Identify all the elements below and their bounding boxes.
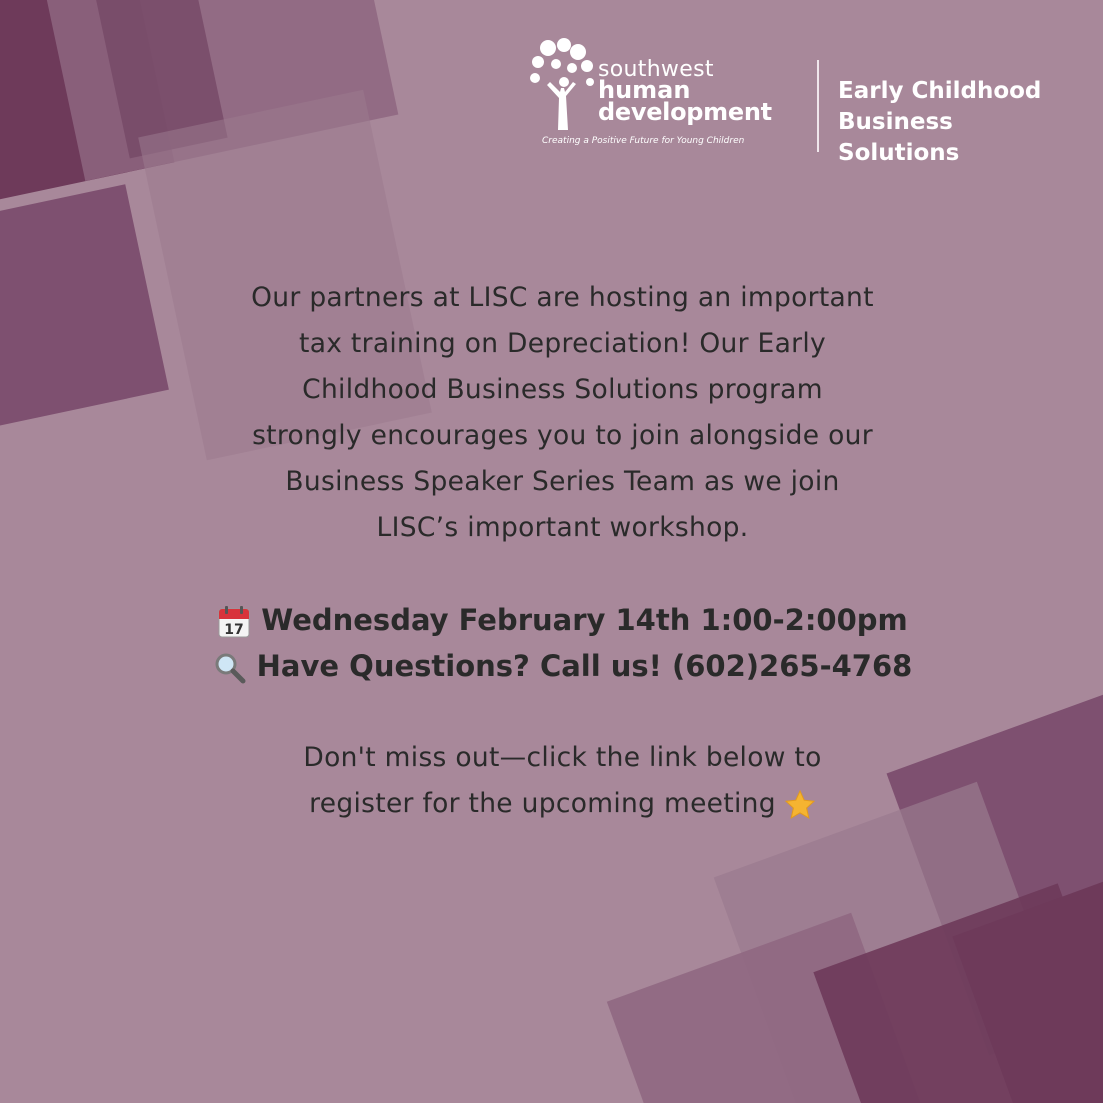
event-details: [120, 597, 1005, 689]
star-icon: [784, 789, 816, 821]
questions-line-row: [120, 643, 1005, 689]
calendar-icon: [217, 605, 251, 639]
intro-line: LISC’s important workshop.: [376, 512, 749, 543]
contact-phone-line: Have Questions? Call us! (602)265-4768: [256, 649, 913, 683]
program-name: [838, 76, 1073, 169]
intro-line: Business Speaker Series Team as we join: [285, 466, 840, 497]
logo-tagline: Creating a Positive Future for Young Children: [542, 136, 745, 146]
intro-line: strongly encourages you to join alongside our: [252, 420, 873, 451]
program-name-line-2: Business Solutions: [838, 109, 960, 166]
intro-line: Our partners at LISC are hosting an important: [251, 282, 874, 313]
logo-divider: [817, 60, 819, 152]
wordmark-line-2: human: [598, 76, 691, 104]
organization-logo: [528, 38, 1073, 166]
cta-line-2-row: [120, 781, 1005, 827]
call-to-action: [120, 735, 1005, 827]
organization-wordmark: [598, 57, 772, 126]
event-date: Wednesday February 14th 1:00-2:00pm: [261, 603, 908, 637]
announcement-content: [120, 275, 1005, 827]
program-name-line-1: Early Childhood: [838, 78, 1042, 104]
intro-paragraph: [120, 275, 1005, 551]
intro-line: Childhood Business Solutions program: [302, 374, 823, 405]
date-line-row: [120, 597, 1005, 643]
cta-line-1: Don't miss out—click the link below to: [303, 742, 822, 773]
magnifier-icon: [213, 651, 247, 685]
wordmark-line-3: development: [598, 98, 772, 126]
cta-line-2: register for the upcoming meeting: [309, 788, 776, 819]
intro-line: tax training on Depreciation! Our Early: [299, 328, 826, 359]
wordmark-line-1: southwest: [598, 57, 714, 82]
tree-figure-logo-icon: [528, 38, 598, 133]
svg-text:17: 17: [224, 622, 244, 638]
